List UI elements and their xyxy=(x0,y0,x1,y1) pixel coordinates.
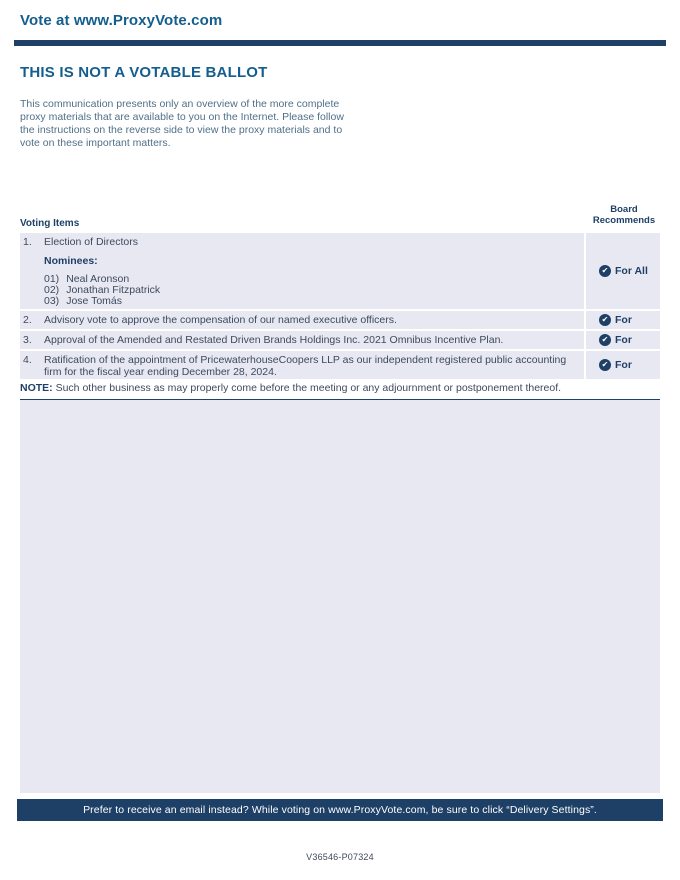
item-text: Ratification of the appointment of PricewaterhouseCoopers LLP as our independent registered public accounting firm for the fiscal year ending December 28, 2024. xyxy=(44,354,567,378)
voting-row-3 xyxy=(20,331,660,351)
item-number: 4. xyxy=(23,354,32,366)
nominee-item xyxy=(44,285,574,296)
note-text: Such other business as may properly come before the meeting or any adjournment or postponement thereof. xyxy=(55,382,562,394)
board-recommends-label xyxy=(584,204,664,226)
check-icon: ✔ xyxy=(599,314,611,326)
footer-banner: Prefer to receive an email instead? While voting on www.ProxyVote.com, be sure to click “Delivery Settings”. xyxy=(17,799,663,821)
nominee-item xyxy=(44,296,574,307)
recommendation-label: For All xyxy=(615,265,648,277)
nominee-number: 03) xyxy=(44,295,60,307)
recommendation-cell xyxy=(584,331,660,349)
voting-items-label: Voting Items xyxy=(20,218,80,229)
voting-table xyxy=(20,233,660,381)
recommendation-cell xyxy=(584,233,660,309)
proxyvote-link[interactable]: Vote at www.ProxyVote.com xyxy=(20,12,223,29)
nominee-number: 01) xyxy=(44,273,60,285)
recommendation-label: For xyxy=(615,314,632,326)
nominee-number: 02) xyxy=(44,284,60,296)
note-label: NOTE: xyxy=(20,382,53,394)
nominee-name: Neal Aronson xyxy=(66,273,130,285)
check-icon: ✔ xyxy=(599,359,611,371)
note-row xyxy=(20,380,660,401)
item-number: 1. xyxy=(23,236,32,248)
item-text: Election of Directors xyxy=(44,236,138,248)
check-icon: ✔ xyxy=(599,334,611,346)
nominees-label: Nominees: xyxy=(44,254,98,267)
recommendation-cell xyxy=(584,311,660,329)
item-text: Approval of the Amended and Restated Driven Brands Holdings Inc. 2021 Omnibus Incentive Plan. xyxy=(44,334,504,346)
header-divider xyxy=(14,40,666,46)
notice-paragraph: This communication presents only an overview of the more complete proxy materials that are available to you on the Internet. Please follow the instructions on the reverse side to view the proxy materials and to vote on these important matters. xyxy=(20,98,344,149)
board-recommends-line2: Recommends xyxy=(592,215,656,226)
item-text: Advisory vote to approve the compensation of our named executive officers. xyxy=(44,314,397,326)
check-icon: ✔ xyxy=(599,265,611,277)
recommendation-label: For xyxy=(615,334,632,346)
voting-row-4 xyxy=(20,351,660,381)
not-votable-title: THIS IS NOT A VOTABLE BALLOT xyxy=(20,64,268,81)
voting-row-1 xyxy=(20,233,660,311)
board-recommends-line1: Board xyxy=(610,204,638,215)
recommendation-cell xyxy=(584,351,660,379)
form-code: V36546-P07324 xyxy=(306,852,374,862)
empty-ballot-area xyxy=(20,400,660,793)
nominee-name: Jose Tomás xyxy=(66,295,123,307)
item-content xyxy=(44,233,584,309)
item-number: 3. xyxy=(23,334,32,346)
voting-row-2 xyxy=(20,311,660,331)
recommendation-label: For xyxy=(615,359,632,371)
item-number: 2. xyxy=(23,314,32,326)
nominee-name: Jonathan Fitzpatrick xyxy=(66,284,161,296)
